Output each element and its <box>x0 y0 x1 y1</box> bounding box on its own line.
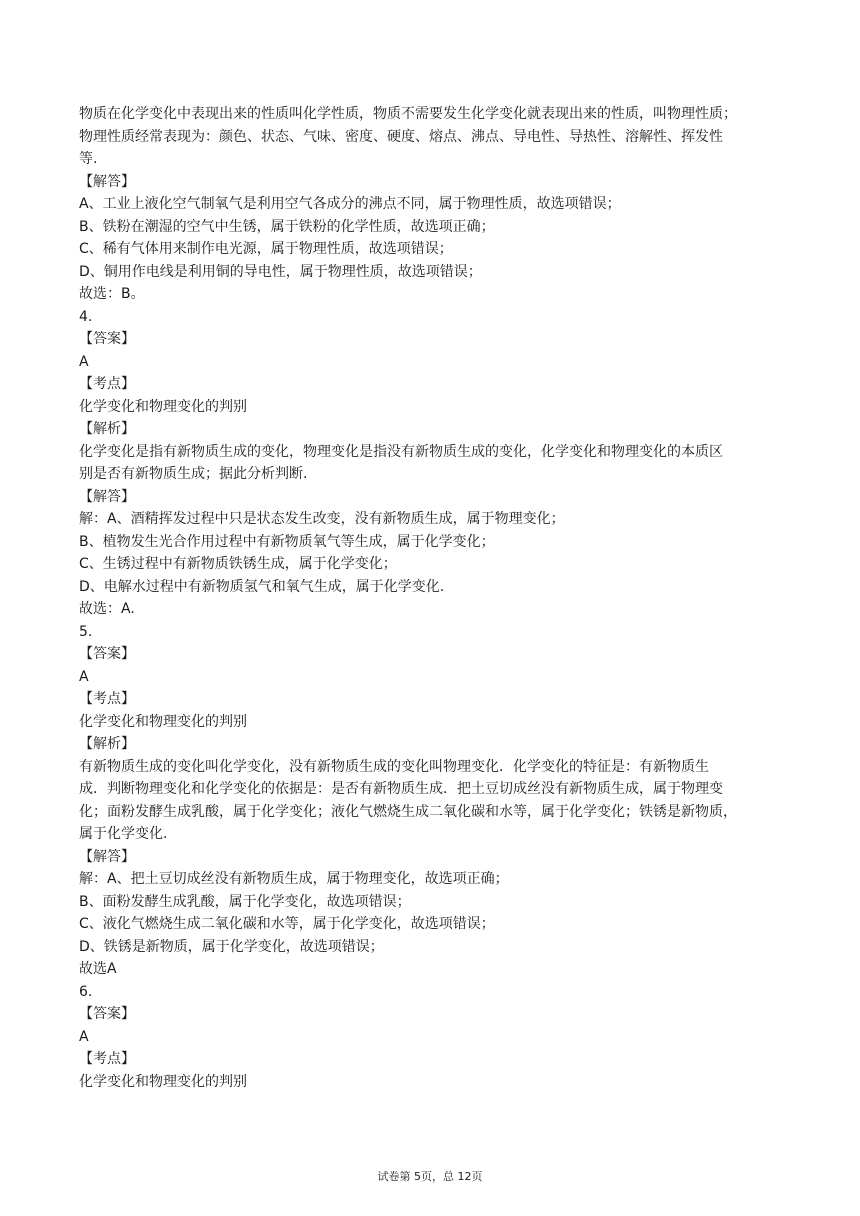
text-line: 故选A <box>79 961 117 977</box>
section-heading: 【答案】 <box>79 331 135 347</box>
text-line: 解：A、把土豆切成丝没有新物质生成，属于物理变化，故选项正确； <box>79 871 509 887</box>
document-body <box>79 103 799 1093</box>
answer-value: A <box>79 668 89 685</box>
question-number: 6. <box>79 983 93 1000</box>
text-line: D、电解水过程中有新物质氢气和氧气生成，属于化学变化. <box>79 578 445 595</box>
page-footer: 试卷第 5页，总 12页 <box>377 1170 483 1183</box>
text-line: B、面粉发酵生成乳酸，属于化学变化，故选项错误； <box>79 893 411 910</box>
text-line: 化学变化是指有新物质生成的变化，物理变化是指没有新物质生成的变化，化学变化和物理变化的本质区 <box>79 443 723 460</box>
section-heading: 【解答】 <box>79 488 135 505</box>
section-heading: 【考点】 <box>79 376 135 392</box>
text-line: 化学变化和物理变化的判别 <box>79 398 247 415</box>
text-line: C、生锈过程中有新物质铁锈生成，属于化学变化； <box>79 556 397 572</box>
answer-value: A <box>79 353 89 370</box>
answer-value: A <box>79 1028 89 1045</box>
section-heading: 【考点】 <box>79 691 135 707</box>
section-heading: 【答案】 <box>79 1006 135 1022</box>
text-line: 化学变化和物理变化的判别 <box>79 1073 247 1090</box>
section-heading: 【解答】 <box>79 848 135 865</box>
section-heading: 【答案】 <box>79 646 135 662</box>
text-line: A、工业上液化空气制氧气是利用空气各成分的沸点不同，属于物理性质，故选项错误； <box>79 196 621 212</box>
question-number: 4. <box>79 308 93 325</box>
text-line: 化学变化和物理变化的判别 <box>79 713 247 730</box>
section-heading: 【解析】 <box>79 736 135 752</box>
section-heading: 【考点】 <box>79 1051 135 1067</box>
text-line: 故选：A. <box>79 601 135 617</box>
text-line: B、铁粉在潮湿的空气中生锈，属于铁粉的化学性质，故选项正确； <box>79 218 495 235</box>
text-line: 物理性质经常表现为：颜色、状态、气味、密度、硬度、熔点、沸点、导电性、导热性、溶解性、挥发性 <box>79 128 723 145</box>
text-line: 等. <box>79 151 98 167</box>
text-line: D、铜用作电线是利用铜的导电性，属于物理性质，故选项错误； <box>79 263 482 280</box>
text-line: C、稀有气体用来制作电光源，属于物理性质，故选项错误； <box>79 241 453 257</box>
text-line: 物质在化学变化中表现出来的性质叫化学性质，物质不需要发生化学变化就表现出来的性质，叫物理性质； <box>79 106 737 122</box>
text-line: 别是否有新物质生成；据此分析判断. <box>79 466 308 482</box>
text-line: B、植物发生光合作用过程中有新物质氧气等生成，属于化学变化； <box>79 533 495 550</box>
text-line: D、铁锈是新物质，属于化学变化，故选项错误； <box>79 938 384 955</box>
section-heading: 【解析】 <box>79 421 135 437</box>
text-line: 解：A、酒精挥发过程中只是状态发生改变，没有新物质生成，属于物理变化； <box>79 511 565 527</box>
text-line: 有新物质生成的变化叫化学变化，没有新物质生成的变化叫物理变化．化学变化的特征是：有新物质生 <box>79 758 709 775</box>
text-line: 属于化学变化. <box>79 826 168 842</box>
question-number: 5. <box>79 623 93 640</box>
text-line: 化；面粉发酵生成乳酸，属于化学变化；液化气燃烧生成二氧化碳和水等，属于化学变化；铁锈是新物质， <box>79 803 737 820</box>
text-line: C、液化气燃烧生成二氧化碳和水等，属于化学变化，故选项错误； <box>79 916 495 932</box>
text-line: 成．判断物理变化和化学变化的依据是：是否有新物质生成．把土豆切成丝没有新物质生成，属于物理变 <box>79 781 723 797</box>
text-line: 故选：B。 <box>79 286 145 302</box>
section-heading: 【解答】 <box>79 173 135 190</box>
